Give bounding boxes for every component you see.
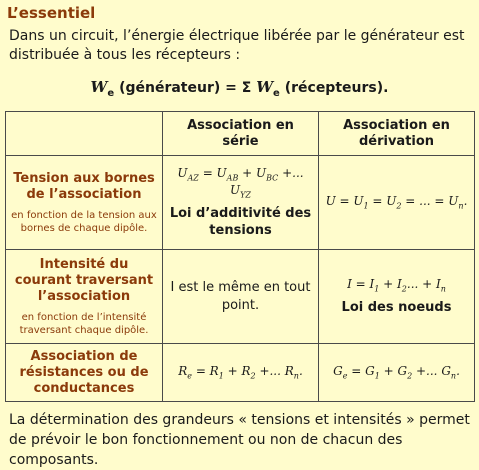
intro-paragraph: Dans un circuit, l’énergie électrique libérée par le générateur est distribuée à tous les récepteurs : <box>9 28 465 63</box>
corner-cell <box>6 112 163 156</box>
cell-tension-serie <box>163 156 319 250</box>
law-noeuds: Loi des noeuds <box>341 300 452 316</box>
row-title: Association de résistances ou de conductances <box>19 348 149 396</box>
row-resistance <box>6 344 475 402</box>
cell-resistance-derivation <box>319 344 475 402</box>
energy-formula: $W_e$ (générateur) = Σ $W_e$ (récepteurs). <box>90 78 389 99</box>
formula-text: $I = I_1 + I_2$... + $I_n$ <box>347 276 446 294</box>
formula-text: $R_e = R_1 + R_2$ +... $R_n$. <box>178 364 303 381</box>
association-table <box>5 111 475 402</box>
row-subtitle: en fonction de la tension aux bornes de chaque dipôle. <box>11 209 157 234</box>
section-title: L’essentiel <box>7 4 96 22</box>
row-title: Tension aux bornes de l’association <box>13 170 155 202</box>
cell-tension-derivation <box>319 156 475 250</box>
row-tension <box>6 156 475 250</box>
table-header-row <box>6 112 475 156</box>
header-derivation: Association en dérivation <box>319 112 475 156</box>
cell-resistance-serie <box>163 344 319 402</box>
formula-text: $G_e = G_1 + G_2$ +... $G_n$. <box>333 364 460 381</box>
formula-text: $U_{AZ} = U_{AB} + U_{BC}$ +... $U_{YZ}$ <box>177 166 304 199</box>
header-serie: Association en série <box>163 112 319 156</box>
row-head-intensite <box>6 250 163 344</box>
row-title: Intensité du courant traversant l’association <box>14 256 154 304</box>
conclusion-paragraph: La détermination des grandeurs « tensions et intensités » permet de prévoir le bon fonctionnement ou non de chacun des composants. <box>9 412 470 468</box>
row-intensite <box>6 250 475 344</box>
row-head-tension <box>6 156 163 250</box>
law-additivite: Loi d’additivité des tensions <box>169 205 312 238</box>
serie-text: I est le même en tout point. <box>170 279 311 313</box>
cell-intensite-serie <box>163 250 319 344</box>
row-head-resistance <box>6 344 163 402</box>
formula-text: $U = U_1 = U_2$ = ... = $U_n$. <box>325 194 468 211</box>
cell-intensite-derivation <box>319 250 475 344</box>
row-subtitle: en fonction de l’intensité traversant chaque dipôle. <box>19 311 149 336</box>
